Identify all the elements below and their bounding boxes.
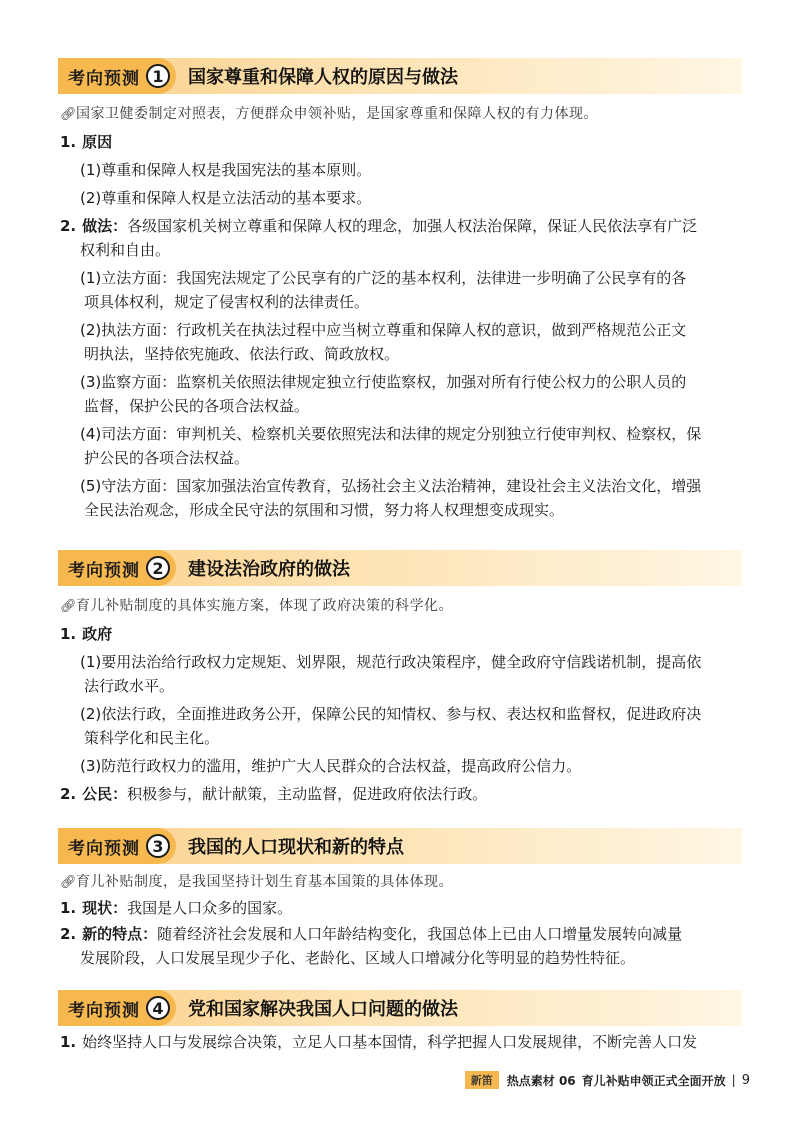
list-item-heading: 2. 做法：各级国家机关树立尊重和保障人权的理念，加强人权法治保障，保证人民依法享有广泛 [60,217,698,235]
list-item: (1)立法方面：我国宪法规定了公民享有的广泛的基本权利，法律进一步明确了公民享有的各 [80,269,687,287]
list-item: 护公民的各项合法权益。 [84,449,250,467]
section-3-header [58,828,742,864]
section-note: 🔗︎育儿补贴制度的具体实施方案，体现了政府决策的科学化。 [60,596,750,617]
section-title: 国家尊重和保障人权的原因与做法 [188,67,458,88]
link-icon: 🔗︎ [60,599,78,614]
section-note: 🔗︎育儿补贴制度，是我国坚持计划生育基本国策的具体体现。 [60,872,750,893]
badge-label: 考向预测 [68,838,140,859]
list-item: 策科学化和民主化。 [84,729,220,747]
list-item: (1)尊重和保障人权是我国宪法的基本原则。 [80,161,372,179]
brand-tag: 新笛 [465,1071,499,1089]
list-item-heading: 1. 政府 [60,625,113,643]
list-item: (2)尊重和保障人权是立法活动的基本要求。 [80,189,372,207]
section-title: 我国的人口现状和新的特点 [188,837,404,858]
section-badge [58,990,176,1026]
footer-topic: 育儿补贴申领正式全面开放 [581,1073,726,1088]
link-icon: 🔗︎ [60,875,78,890]
list-item-heading: 1. 现状：我国是人口众多的国家。 [60,899,293,917]
list-item: (4)司法方面：审判机关、检察机关要依照宪法和法律的规定分别独立行使审判权、检察权，保 [80,425,702,443]
page-number: 9 [741,1072,750,1088]
section-note: 🔗︎国家卫健委制定对照表，方便群众申领补贴，是国家尊重和保障人权的有力体现。 [60,104,750,125]
list-item-heading: 2. 新的特点：随着经济社会发展和人口年龄结构变化，我国总体上已由人口增量发展转向减量 [60,925,683,943]
list-item: (3)防范行政权力的滥用，维护广大人民群众的合法权益，提高政府公信力。 [80,757,582,775]
footer-separator: | [731,1073,736,1087]
section-badge [58,58,176,94]
badge-number: 2 [146,556,170,580]
list-item: 法行政水平。 [84,677,175,695]
list-item: 全民法治观念，形成全民守法的氛围和习惯，努力将人权理想变成现实。 [84,501,565,519]
list-item: (3)监察方面：监察机关依照法律规定独立行使监察权，加强对所有行使公权力的公职人员的 [80,373,687,391]
section-title: 建设法治政府的做法 [188,559,350,580]
badge-number: 1 [146,64,170,88]
badge-label: 考向预测 [68,1000,140,1021]
list-item: (5)守法方面：国家加强法治宣传教育，弘扬社会主义法治精神，建设社会主义法治文化，增强 [80,477,702,495]
section-4-header [58,990,742,1026]
section-title: 党和国家解决我国人口问题的做法 [188,999,458,1020]
list-item-heading: 1. 原因 [60,133,113,151]
list-item: 监督，保护公民的各项合法权益。 [84,397,310,415]
footer-series: 热点素材 06 [506,1073,576,1088]
list-item-heading: 1. 始终坚持人口与发展综合决策，立足人口基本国情，科学把握人口发展规律，不断完善人口发 [60,1033,698,1051]
badge-label: 考向预测 [68,68,140,89]
link-icon: 🔗︎ [60,107,78,122]
list-item: (2)依法行政，全面推进政务公开，保障公民的知情权、参与权、表达权和监督权，促进政府决 [80,705,702,723]
badge-number: 3 [146,834,170,858]
list-item: 权利和自由。 [80,241,171,259]
section-badge [58,550,176,586]
list-item: (2)执法方面：行政机关在执法过程中应当树立尊重和保障人权的意识，做到严格规范公正文 [80,321,687,339]
list-item: 项具体权利，规定了侵害权利的法律责任。 [84,293,370,311]
list-item: (1)要用法治给行政权力定规矩、划界限，规范行政决策程序，健全政府守信践诺机制，提高依 [80,653,702,671]
list-item-heading: 2. 公民：积极参与，献计献策，主动监督，促进政府依法行政。 [60,785,488,803]
section-badge [58,828,176,864]
page-footer [465,1070,750,1090]
badge-label: 考向预测 [68,560,140,581]
list-item: 发展阶段，人口发展呈现少子化、老龄化、区域人口增减分化等明显的趋势性特征。 [80,949,636,967]
badge-number: 4 [146,996,170,1020]
section-2-header [58,550,742,586]
section-1-header [58,58,742,94]
list-item: 明执法，坚持依宪施政、依法行政、简政放权。 [84,345,400,363]
